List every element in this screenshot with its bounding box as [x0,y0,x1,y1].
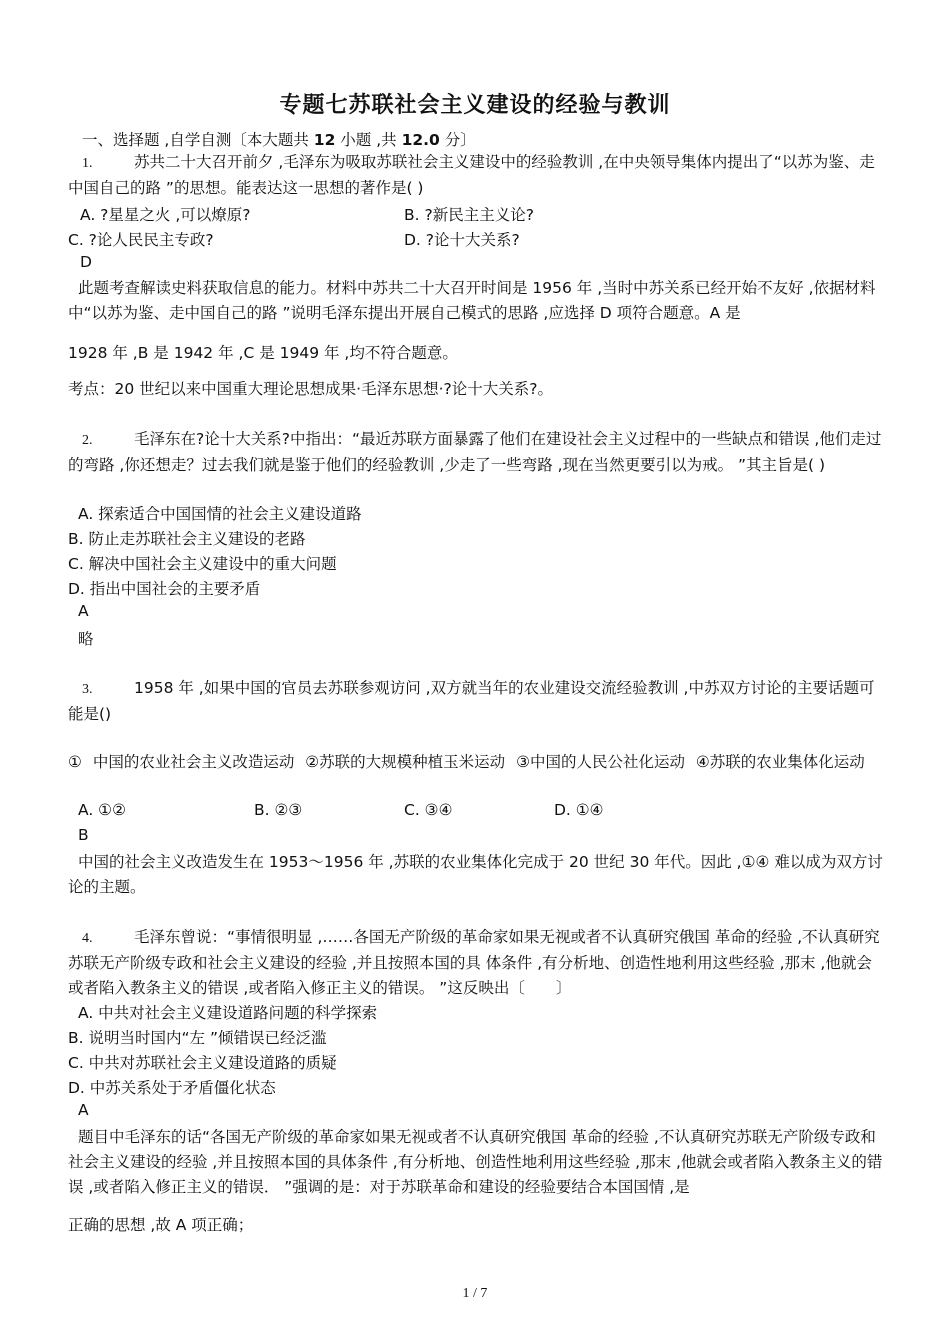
question-number: 3. [82,682,93,697]
option-a: A. ?星星之火 ,可以燎原? [80,206,251,224]
option-c: C. 中共对苏联社会主义建设道路的质疑 [68,1054,337,1072]
section-score: 12.0 [401,131,440,149]
question-text: 毛泽东曾说：“事情很明显 ,……各国无产阶级的革命家如果无视或者不认真研究俄国 革命的经验 ,不认真研究苏联无产阶级专政和社会主义建设的经验 ,并且按照本国的具 体条件 ,有分析地、创造性地利用这些经验 ,那末 ,他就会或者陷入教条主义的错误 ,或者陷入修正主义的错误。 ”这反映出〔 〕 [68,928,880,997]
option-a: A. 探索适合中国国情的社会主义建设道路 [78,505,362,523]
option-c: C. ?论人民民主专政? [68,231,214,249]
statement-list: ① 中国的农业社会主义改造运动 ②苏联的大规模种植玉米运动 ③中国的人民公社化运动 ④苏联的农业集体化运动 [68,753,865,771]
section-suffix: 分〕 [439,131,476,149]
section-mid: 小题 ,共 [335,131,402,149]
question-4 [68,925,884,1001]
page-title: 专题七苏联社会主义建设的经验与教训 [279,93,671,118]
analysis-text: 题目中毛泽东的话“各国无产阶级的革命家如果无视或者不认真研究俄国 革命的经验 ,不认真研究苏联无产阶级专政和社会主义建设的经验 ,并且按照本国的具体条件 ,有分析地、创造性地利用这些经验 ,那末 ,他就会或者陷入教条主义的错误 ,或者陷入修正主义的错误． ”强调的是：对于苏联革命和建设的经验要结合本国国情 ,是 [68,1128,883,1196]
option-c: C. 解决中国社会主义建设中的重大问题 [68,555,337,573]
question-3 [68,676,884,727]
option-a: A. ①② [78,801,126,819]
analysis [68,1125,884,1200]
question-text: 毛泽东在?论十大关系?中指出：“最近苏联方面暴露了他们在建设社会主义过程中的一些缺点和错误 ,他们走过的弯路 ,你还想走？过去我们就是鉴于他们的经验教训 ,少走了一些弯路 ,现在当然更要引以为戒。 ”其主旨是( ) [68,430,882,474]
question-number: 1. [82,156,93,171]
kaodian-note: 考点：20 世纪以来中国重大理论思想成果·毛泽东思想·?论十大关系?。 [68,380,553,398]
section-heading [82,128,476,150]
answer: A [78,1101,89,1119]
section-count: 12 [313,131,336,149]
analysis [68,276,884,326]
option-d: D. ①④ [554,801,604,819]
question-2 [68,427,884,478]
question-number: 2. [82,433,93,448]
option-d: D. ?论十大关系? [404,231,520,249]
question-number: 4. [82,931,93,946]
option-d: D. 中苏关系处于矛盾僵化状态 [68,1079,276,1097]
option-d: D. 指出中国社会的主要矛盾 [68,580,261,598]
option-a: A. 中共对社会主义建设道路问题的科学探索 [78,1004,378,1022]
analysis-text: 此题考查解读史料获取信息的能力。材料中苏共二十大召开时间是 1956 年 ,当时中苏关系已经开始不友好 ,依据材料中“以苏为鉴、走中国自己的路 ”说明毛泽东提出开展自己模式的思路 ,应选择 D 项符合题意。A 是 [68,279,876,322]
option-b: B. ?新民主主义论? [404,206,534,224]
analysis-text: 中国的社会主义改造发生在 1953～1956 年 ,苏联的农业集体化完成于 20 世纪 30 年代。因此 ,①④ 难以成为双方讨论的主题。 [68,853,883,896]
option-c: C. ③④ [404,801,453,819]
analysis [68,850,884,900]
analysis-continued: 正确的思想 ,故 A 项正确； [68,1216,254,1234]
analysis: 略 [78,630,94,648]
option-b: B. ②③ [254,801,303,819]
answer: B [78,826,89,844]
question-text: 苏共二十大召开前夕 ,毛泽东为吸取苏联社会主义建设中的经验教训 ,在中央领导集体内提出了“以苏为鉴、走中国自己的路 ”的思想。能表达这一思想的著作是( ) [68,153,875,197]
answer: D [80,253,92,271]
section-prefix: 一、选择题 ,自学自测〔本大题共 [82,131,314,149]
question-text: 1958 年 ,如果中国的官员去苏联参观访问 ,双方就当年的农业建设交流经验教训 ,中苏双方讨论的主要话题可能是() [68,679,875,723]
analysis-continued: 1928 年 ,B 是 1942 年 ,C 是 1949 年 ,均不符合题意。 [68,344,458,362]
question-1 [68,150,884,201]
answer: A [78,602,89,620]
page-number: 1 / 7 [462,1286,488,1301]
option-b: B. 防止走苏联社会主义建设的老路 [68,530,306,548]
option-b: B. 说明当时国内“左 ”倾错误已经泛滥 [68,1029,327,1047]
